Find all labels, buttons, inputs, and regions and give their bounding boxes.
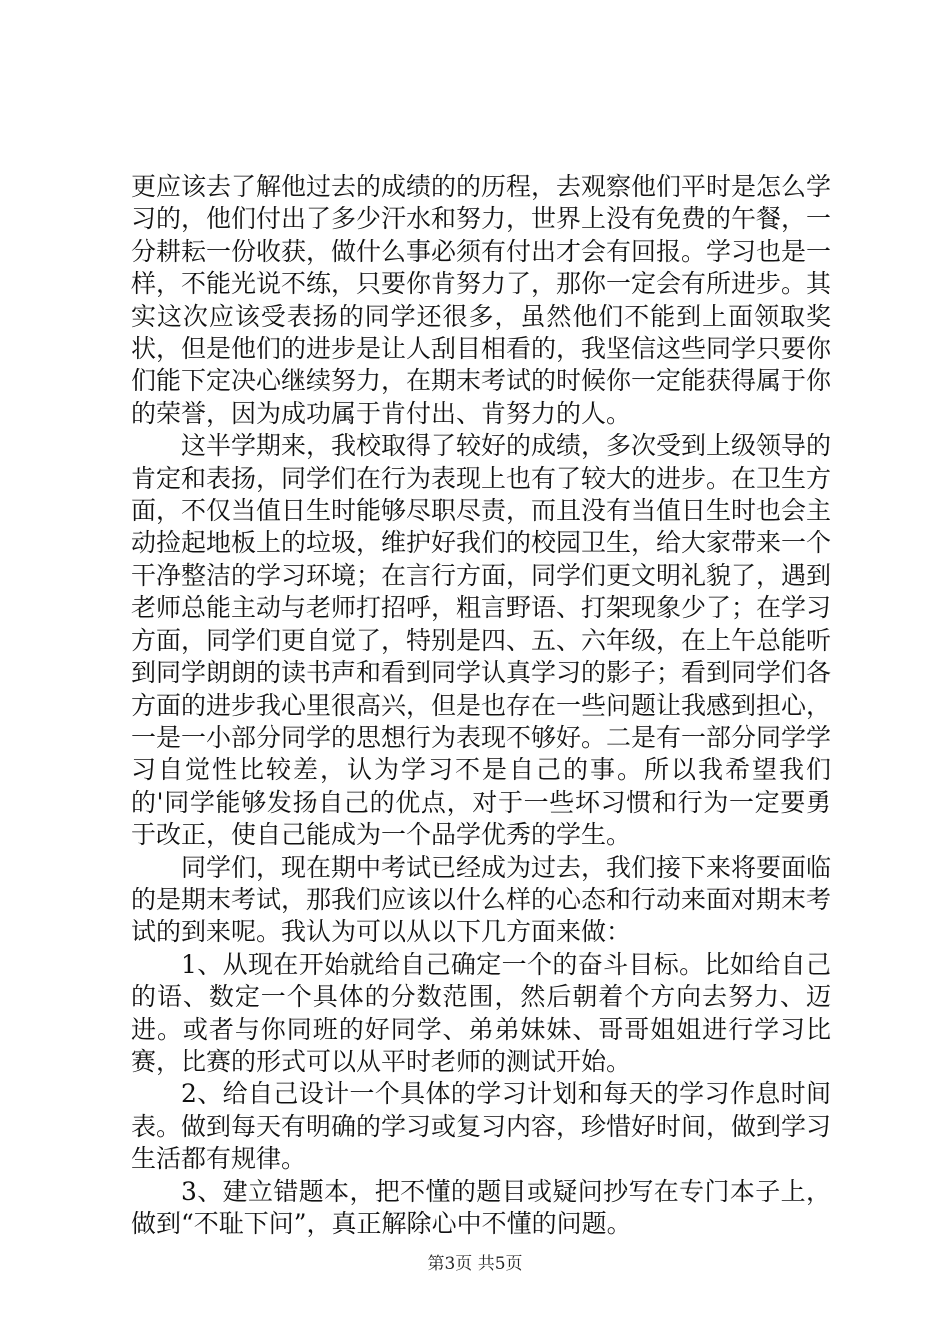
list-item: 3、建立错题本，把不懂的题目或疑问抄写在专门本子上，做到“不耻下问”，真正解除心中不懂的问题。 [131, 1176, 831, 1238]
paragraph: 更应该去了解他过去的成绩的的历程，去观察他们平时是怎么学习的，他们付出了多少汗水和努力，世界上没有免费的午餐，一分耕耘一份收获，做什么事必须有付出才会有回报。学习也是一样，不能光说不练，只要你肯努力了，那你一定会有所进步。其实这次应该受表扬的同学还很多，虽然他们不能到上面领取奖状，但是他们的进步是让人刮目相看的，我坚信这些同学只要你们能下定决心继续努力，在期末考试的时候你一定能获得属于你的荣誉，因为成功属于肯付出、肯努力的人。 [131, 172, 832, 428]
page-number-footer: 第3页 共5页 [427, 1254, 523, 1274]
paragraph: 同学们，现在期中考试已经成为过去，我们接下来将要面临的是期末考试，那我们应该以什么样的心态和行动来面对期末考试的到来呢。我认为可以从以下几方面来做： [131, 852, 832, 947]
document-body [131, 171, 831, 1240]
list-item: 2、给自己设计一个具体的学习计划和每天的学习作息时间表。做到每天有明确的学习或复习内容，珍惜好时间，做到学习生活都有规律。 [131, 1079, 832, 1174]
list-item: 1、从现在开始就给自己确定一个的奋斗目标。比如给自己的语、数定一个具体的分数范围，然后朝着个方向去努力、迈进。或者与你同班的好同学、弟弟妹妹、哥哥姐姐进行学习比赛，比赛的形式可以从平时老师的测试开始。 [131, 949, 831, 1076]
paragraph: 这半学期来，我校取得了较好的成绩，多次受到上级领导的肯定和表扬，同学们在行为表现上也有了较大的进步。在卫生方面，不仅当值日生时能够尽职尽责，而且没有当值日生时也会主动捡起地板上的垃圾，维护好我们的校园卫生，给大家带来一个干净整洁的学习环境；在言行方面，同学们更文明礼貌了，遇到老师总能主动与老师打招呼，粗言野语、打架现象少了；在学习方面，同学们更自觉了，特别是四、五、六年级，在上午总能听到同学朗朗的读书声和看到同学认真学习的影子；看到同学们各方面的进步我心里很高兴，但是也存在一些问题让我感到担心，一是一小部分同学的思想行为表现不够好。二是有一部分同学学习自觉性比较差，认为学习不是自己的事。所以我希望我们的'同学能够发扬自己的优点，对于一些坏习惯和行为一定要勇于改正，使自己能成为一个品学优秀的学生。 [131, 431, 832, 850]
